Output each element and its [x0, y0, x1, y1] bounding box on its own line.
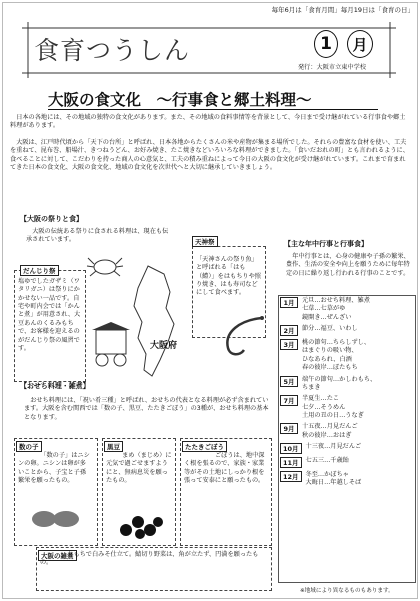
issue-number: 1: [314, 30, 338, 58]
annual-footnote: ※地域により異なるものもあります。: [300, 588, 394, 594]
tenjin-label: 天神祭: [192, 236, 218, 247]
zoni-text: 丸もちで白みそ仕立て。鯖切り野菜は、角が立たず、円満を願ったもの。: [40, 551, 259, 567]
annual-month: 2月: [280, 325, 298, 336]
intro-paragraph-2: 大阪は、江戸時代頃から「天下の台所」と呼ばれ、日本各地からたくさんの米や産物が集まる場所でした。それらの豊富な食材を使い、工夫を重ねて、昆布巻、船場汁、きつねうどん、お好み焼き、たこ焼きなどいろいろな料理ができました。「食いだおれの町」とも言われるように、食べることに対して、こだわりを持った商人の心意気と、工夫の積み重ねによって今日の大阪の食文化が受け継がれています。これまで育まれてきた日本の食文化、大阪の食文化、地域の食文化を次世代へと大切に継承していきましょう。: [10, 139, 409, 172]
zoni-label: 大阪の雑煮: [38, 550, 77, 561]
annual-month: 7月: [280, 395, 298, 406]
annual-month: 3月: [280, 339, 298, 350]
annual-line: 春の彼岸…ぼたもち: [302, 364, 358, 372]
headline-underline: [48, 109, 378, 110]
annual-lead: 年中行事とは、心身の健康や子孫の繁栄、豊作、生活の安全や向上を願うために毎年特定の日に繰り返し行われる行事のことです。: [286, 253, 410, 277]
osechi-item-text: まめ（まじめ）に元気で過ごせますようにと、無病息災を願ったもの。: [106, 452, 172, 485]
black-beans-icon: [118, 510, 166, 540]
annual-line: 十三夜…月見だんご: [305, 443, 362, 451]
annual-line: 七草…七草がゆ: [302, 305, 346, 313]
annual-line: 秋の彼岸…おはぎ: [302, 431, 352, 439]
annual-month: 11月: [280, 457, 302, 468]
annual-month: 12月: [280, 471, 302, 482]
osechi-item-text: 「数の子」はニシンの卵。ニシンは卵が多いことから、子宝と子孫繁栄を願ったもの。: [18, 452, 90, 485]
osaka-label: 大阪府: [150, 341, 178, 351]
danjiri-text: 塩ゆでしたガザミ（ワタリガニ）は祭りにかかせない一品です。自宅や町内会では「かんと煮」が用意され、大豆あんのくるみもちで、お客様を迎えるのがだんじり祭の風習です。: [18, 278, 81, 352]
annual-month: 10月: [280, 443, 302, 454]
annual-heading: 【主な年中行事と行事食】: [284, 240, 368, 248]
publisher: 発行：大阪市立東中学校: [298, 64, 367, 71]
annual-line: 鏡開き…ぜんざい: [302, 313, 352, 321]
festival-lead: 大阪の伝統ある祭りに食される料理は、現在も伝承されています。: [26, 228, 169, 244]
header-note: 毎年6月は「食育月間」毎月19日は「食育の日」: [271, 6, 414, 14]
osechi-lead: おせち料理には、「祝い肴三種」と呼ばれ、おせちの代表となる料理が必ず含まれています。大阪を含む関西では「数の子、黒豆、たたきごぼう」の3種が、おせち料理の基本となります。: [24, 397, 269, 421]
annual-line: ひなあられ、白酒: [302, 355, 352, 363]
annual-line: 半夏生…たこ: [302, 395, 340, 403]
danjiri-label: だんじり祭: [20, 265, 59, 276]
annual-line: 元旦…おせち料理、雑煮: [302, 297, 370, 304]
osechi-item-label: たたきごぼう: [182, 441, 227, 452]
tenjin-text: 「天神さんの祭り魚」と呼ばれる「はも（鱧）」をはもちりや照り焼き、はも寿司などにして食べます。: [196, 256, 261, 297]
festival-heading: 【大阪の祭りと食】: [20, 215, 83, 223]
annual-line: 端午の節句…かしわもち、: [302, 375, 377, 383]
annual-line: ちまき: [302, 383, 321, 391]
osechi-item-text: ごぼうは、地中深く根を張るので、家族・家業等がその土地にしっかり根を張って安泰にと願ったもの。: [184, 452, 265, 485]
crab-icon: [86, 252, 124, 278]
osechi-item-label: 数の子: [16, 441, 42, 452]
danjiri-float-icon: [86, 320, 138, 368]
annual-line: 七五三…千歳飴: [305, 457, 349, 465]
annual-events-frame: [278, 295, 416, 583]
headline: 大阪の食文化 ～行事食と郷土料理～: [48, 91, 312, 109]
osechi-item-label: 黒豆: [104, 441, 123, 452]
herring-roe-icon: [30, 504, 82, 534]
annual-line: 七夕…そうめん: [302, 403, 346, 411]
annual-line: 大晦日…年越しそば: [305, 479, 362, 487]
annual-line: はまぐりの吸い物、: [302, 347, 358, 355]
page-title: 食育つうしん: [34, 36, 191, 65]
intro-paragraph-1: 日本の各地には、その地域の独特の食文化があります。また、その地域の食料事情等を背景として、今日まで受け継がれている行事食や郷土料理があります。: [10, 114, 406, 130]
annual-month: 5月: [280, 376, 298, 387]
annual-line: 冬至…かぼちゃ: [305, 471, 349, 479]
annual-line: 十五夜…月見だんご: [302, 423, 358, 431]
osechi-heading: 【おせち料理・雑煮】: [20, 382, 90, 390]
annual-line: 桃の節句…ちらしずし、: [302, 339, 371, 347]
annual-line: 土用の丑の日…うなぎ: [302, 411, 364, 419]
annual-month: 1月: [280, 297, 298, 308]
annual-month: 9月: [280, 423, 298, 434]
annual-line: 節分…福豆、いわし: [302, 325, 358, 333]
issue-unit: 月: [347, 30, 373, 58]
eel-icon: [210, 310, 270, 360]
